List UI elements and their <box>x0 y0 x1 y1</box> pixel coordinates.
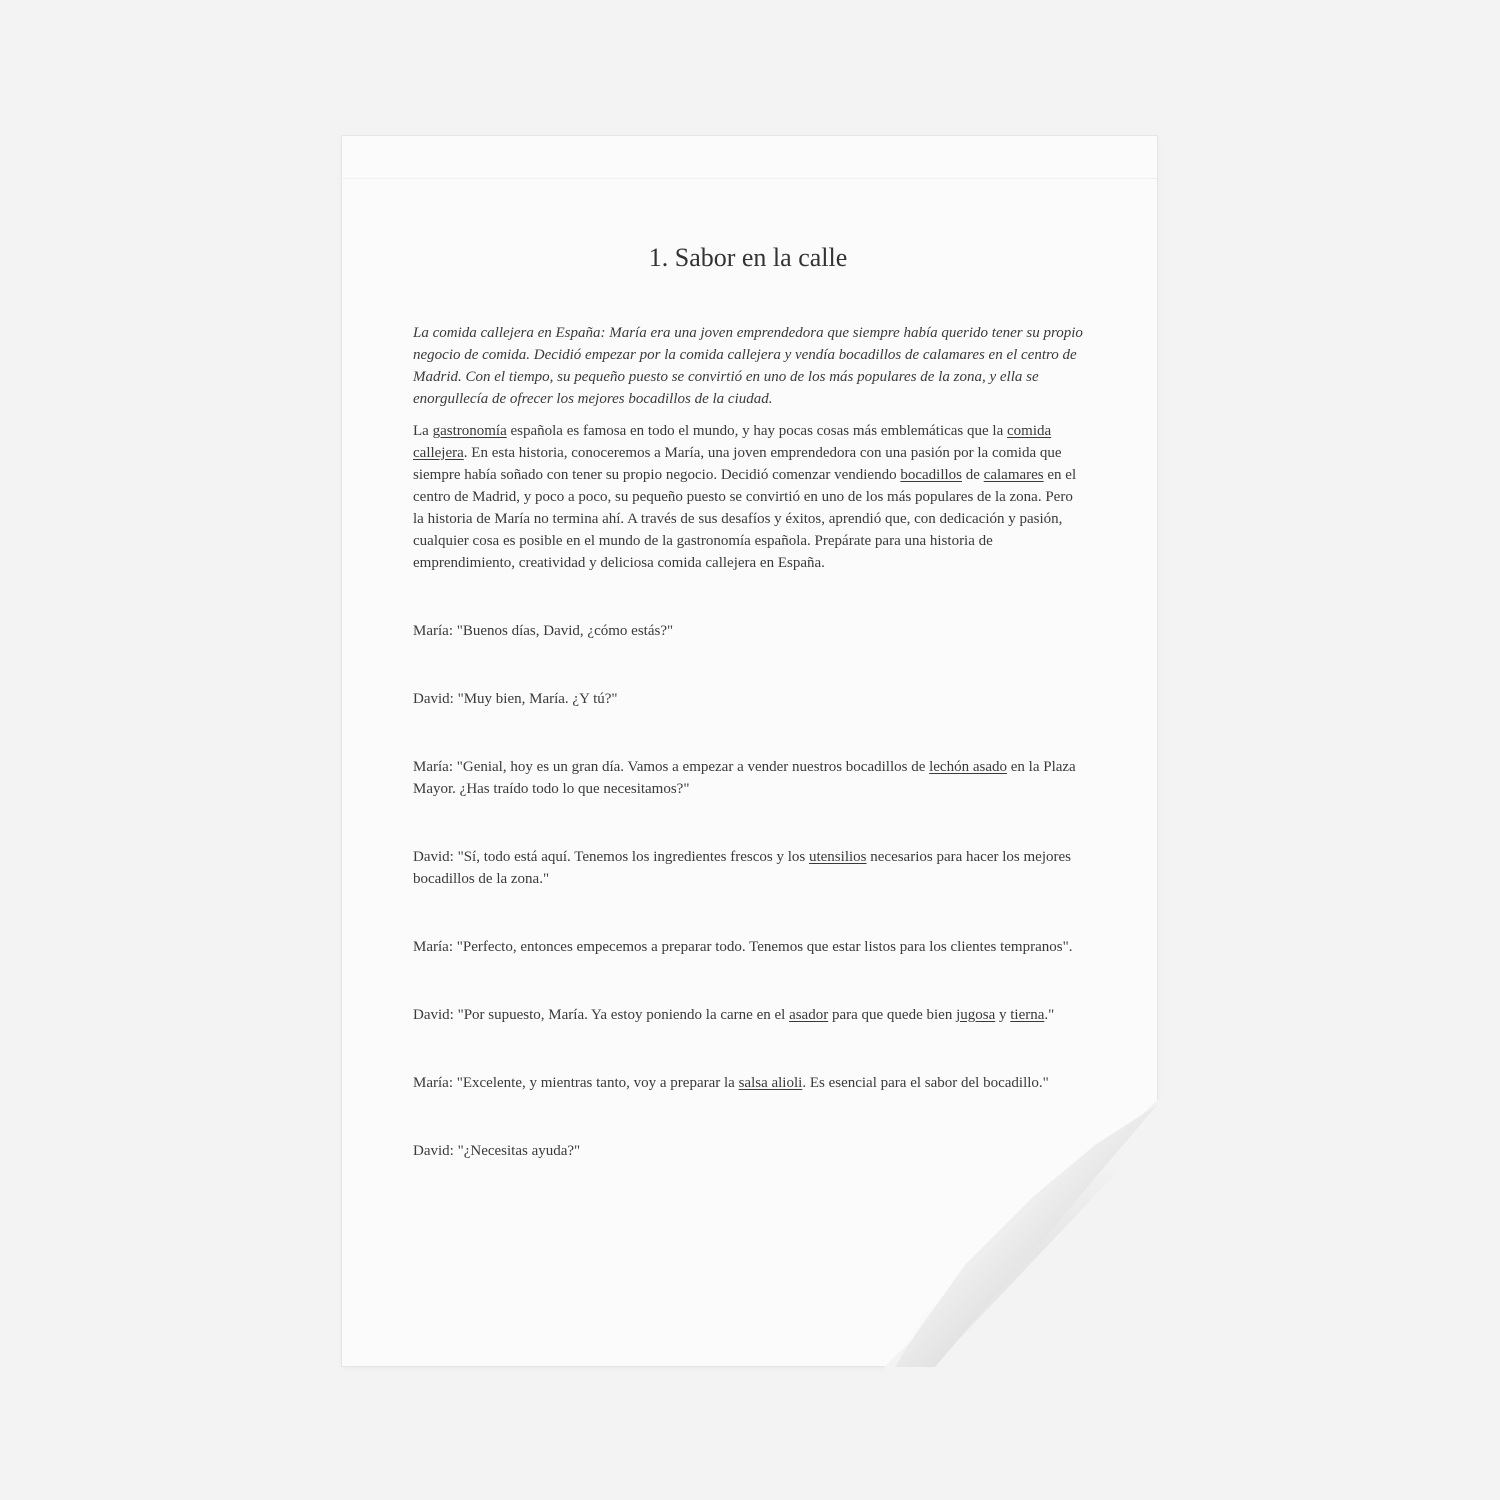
text-run: en la Plaza Mayor. ¿Has traído todo lo que necesitamos?" <box>413 759 1076 797</box>
dialogue-line <box>413 1004 1083 1026</box>
dialogue-spacer <box>413 642 1083 688</box>
underlined-term: tierna <box>1010 1007 1045 1023</box>
document-page <box>342 136 1157 1366</box>
page-content <box>413 236 1083 1162</box>
underlined-term: salsa alioli <box>738 1075 803 1091</box>
text-run: María: "Excelente, y mientras tanto, voy a preparar la <box>413 1075 739 1091</box>
dialogue-spacer <box>413 890 1083 936</box>
underlined-term: calamares <box>983 467 1044 483</box>
text-run: y <box>995 1007 1011 1023</box>
dialogue-line <box>413 846 1083 890</box>
text-run: David: "Sí, todo está aquí. Tenemos los ingredientes frescos y los <box>413 849 809 865</box>
dialogue-line <box>413 756 1083 800</box>
text-run: . Es esencial para el sabor del bocadillo." <box>802 1075 1049 1091</box>
text-run: ." <box>1044 1007 1055 1023</box>
underlined-term: asador <box>789 1007 829 1023</box>
underlined-term: lechón asado <box>929 759 1007 775</box>
text-run: en el centro de Madrid, y poco a poco, su pequeño puesto se convirtió en uno de los más populares de la zona. Pero la historia de María no termina ahí. A través de sus desafíos y éxitos, aprendió que, con dedicación y pasión, cualquier cosa es posible en el mundo de la gastronomía española. Prepárate para una historia de emprendimiento, creatividad y deliciosa comida callejera en España. <box>413 467 1077 571</box>
dialogue-line <box>413 1072 1083 1094</box>
intro-body-paragraph <box>413 420 1083 574</box>
dialogue-line <box>413 688 1083 710</box>
underlined-term: utensilios <box>808 849 867 865</box>
dialogue-list <box>413 574 1083 1162</box>
dialogue-spacer <box>413 574 1083 620</box>
text-run: David: "¿Necesitas ayuda?" <box>413 1143 581 1159</box>
dialogue-line <box>413 620 1083 642</box>
underlined-term: jugosa <box>956 1007 996 1023</box>
underlined-term: comida callejera <box>413 423 1052 461</box>
dialogue-spacer <box>413 1094 1083 1140</box>
text-run: . En esta historia, conoceremos a María, una joven emprendedora con una pasión por la comida que siempre había soñado con tener su propio negocio. Decidió comenzar vendiendo <box>413 445 1062 483</box>
text-run: de <box>962 467 984 483</box>
dialogue-line <box>413 936 1083 958</box>
intro-paragraph: La comida callejera en España: María era una joven emprendedora que siempre había querido tener su propio negocio de comida. Decidió empezar por la comida callejera y vendía bocadillos de calamares en el centro de Madrid. Con el tiempo, su pequeño puesto se convirtió en uno de los más populares de la zona, y ella se enorgullecía de ofrecer los mejores bocadillos de la ciudad. <box>413 325 1083 407</box>
dialogue-spacer <box>413 800 1083 846</box>
text-run: María: "Genial, hoy es un gran día. Vamos a empezar a vender nuestros bocadillos de <box>413 759 930 775</box>
text-run: María: "Buenos días, David, ¿cómo estás?" <box>413 623 674 639</box>
text-run: para que quede bien <box>828 1007 957 1023</box>
dialogue-spacer <box>413 710 1083 756</box>
dialogue-spacer <box>413 958 1083 1004</box>
underlined-term: gastronomía <box>432 423 507 439</box>
underlined-term: bocadillos <box>900 467 962 483</box>
dialogue-spacer <box>413 1026 1083 1072</box>
dialogue-line <box>413 1140 1083 1162</box>
text-run: David: "Muy bien, María. ¿Y tú?" <box>413 691 618 707</box>
text-run: necesarios para hacer los mejores bocadillos de la zona." <box>413 849 1071 887</box>
text-run: María: "Perfecto, entonces empecemos a preparar todo. Tenemos que estar listos para los clientes tempranos". <box>413 939 1073 955</box>
text-run: David: "Por supuesto, María. Ya estoy poniendo la carne en el <box>413 1007 790 1023</box>
page-top-band <box>342 136 1157 179</box>
text-run: La <box>413 423 433 439</box>
text-run: española es famosa en todo el mundo, y hay pocas cosas más emblemáticas que la <box>506 423 1008 439</box>
page-title: 1. Sabor en la calle <box>648 243 848 272</box>
